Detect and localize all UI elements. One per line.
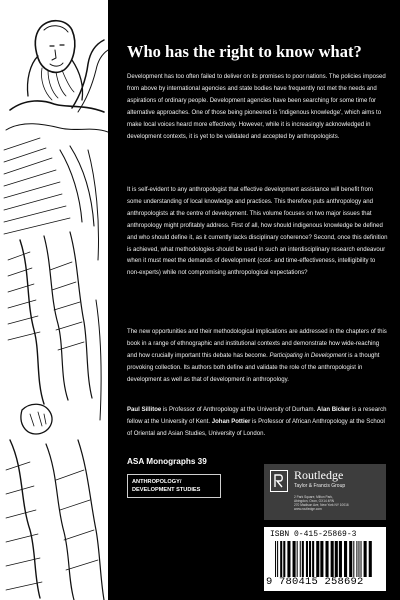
author-name: Paul Sillitoe xyxy=(127,407,162,413)
book-title-italic: Participating in Development xyxy=(269,352,347,359)
engraved-figure-illustration xyxy=(0,0,108,600)
barcode-bar xyxy=(316,541,319,577)
address-line: www.routledge.com xyxy=(294,507,322,512)
routledge-r-icon xyxy=(271,471,287,491)
publisher-box xyxy=(264,464,386,520)
subject-line: DEVELOPMENT STUDIES xyxy=(132,487,201,493)
back-cover-content xyxy=(127,0,389,600)
isbn-text: ISBN 0-415-25869-3 xyxy=(270,530,357,539)
author-role: is Professor of African Anthropology at the School of Oriental and Asian Studies, University of London. xyxy=(127,418,385,437)
barcode-bar xyxy=(361,541,362,577)
barcode-bar xyxy=(280,541,282,577)
barcode-bar xyxy=(309,541,311,577)
author-name: Johan Pottier xyxy=(211,418,251,425)
cover-title: Who has the right to know what? xyxy=(127,42,362,61)
barcode-bar xyxy=(275,541,276,577)
publisher-name: Routledge xyxy=(294,468,344,482)
barcode-bar xyxy=(320,541,323,577)
barcode-bar xyxy=(325,541,328,577)
barcode-bar xyxy=(297,541,298,577)
barcode-bar xyxy=(344,541,347,577)
barcode-box xyxy=(264,527,386,591)
barcode-bar xyxy=(353,541,354,577)
publisher-address xyxy=(294,495,349,511)
barcode-bar xyxy=(283,541,285,577)
engraving-artwork xyxy=(0,0,108,600)
barcode-bar xyxy=(306,541,308,577)
subject-category-box xyxy=(127,474,221,498)
blurb-text: is a thought provoking collection. Its authors both define and validate the role of the anthropologist in development as well as that of development in anthropology. xyxy=(127,352,380,383)
ean-digits: 9 780415 258692 xyxy=(266,576,364,588)
series-name: ASA Monographs 39 xyxy=(127,457,207,466)
barcode-bar xyxy=(331,541,334,577)
subject-line: ANTHROPOLOGY/ xyxy=(132,479,182,485)
barcode-bar xyxy=(335,541,338,577)
barcode-bar xyxy=(358,541,359,577)
blurb-paragraph-3 xyxy=(127,327,389,387)
author-bios xyxy=(127,405,389,441)
blurb-paragraph-2: It is self-evident to any anthropologist that effective development assistance will benefit from some understanding of local knowledge and practices. This therefore puts anthropology and anthropologists at the centre of development. This volume focuses on two major issues that anthropology might profitably address. First of all, how should indigenous knowledge be defined and who should define it, as it currently lacks disciplinary coherence? Second, once this definition is achieved, what methodologies should be used in such an interdisciplinary research endeavour when it must meet the demands of development (cost- and time-effectiveness, intelligibility to non-experts) while not compromising anthropological expectations? xyxy=(127,187,388,277)
address-line: Abingdon, Oxon, OX14 4RN xyxy=(294,499,335,504)
publisher-group: Taylor & Francis Group xyxy=(294,483,346,489)
barcode-bar xyxy=(293,541,296,577)
ean-barcode xyxy=(274,541,378,577)
address-line: 2 Park Square, Milton Park, xyxy=(294,495,333,499)
author-role: is Professor of Anthropology at the University of Durham. xyxy=(161,407,317,413)
barcode-bar xyxy=(356,541,357,577)
barcode-bar xyxy=(339,541,342,577)
barcode-bar xyxy=(349,541,352,577)
barcode-bar xyxy=(302,541,304,577)
barcode-bar xyxy=(312,541,314,577)
blurb-text: The new opportunities and their methodological implications are addressed in the chapters of this book in a range of ethnographic and institutional contexts and demonstrate how wide-reaching and how crucially important this debate has become. xyxy=(127,329,387,359)
address-line: 270 Madison Ave, New York NY 10016 xyxy=(294,503,349,508)
barcode-bar xyxy=(369,541,372,577)
barcode-bar xyxy=(277,541,278,577)
blurb-paragraph-1: Development has too often failed to deliver on its promises to poor nations. The policies imposed from above by international agencies and state bodies have frequently not met the needs and aspirations of ordinary people. Development agencies have been searching for some time for alternative approaches. One of those being pioneered is 'indigenous knowledge', which aims to make local voices heard more effectively. However, while it is increasingly acknowledged in development contexts, it is yet to be validated and accepted by anthropologists. xyxy=(127,74,386,140)
author-name: Alan Bicker xyxy=(316,407,351,413)
author-role: is a research fellow at the University of Kent. xyxy=(127,407,387,425)
barcode-bar xyxy=(287,541,290,577)
routledge-r-logo xyxy=(270,470,288,492)
barcode-bar xyxy=(300,541,301,577)
barcode-bar xyxy=(364,541,367,577)
